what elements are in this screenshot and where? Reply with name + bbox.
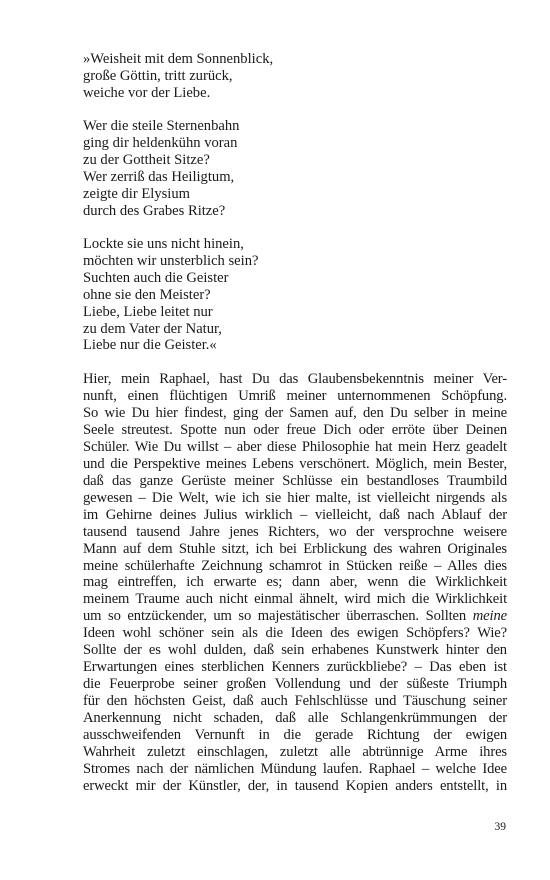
prose-line: und die Perspektive meines Lebens verschönert. Möglich, mein Bester,	[83, 455, 507, 472]
poem-line: möchten wir unsterblich sein?	[83, 253, 259, 270]
poem-stanza-1	[83, 51, 507, 102]
poem-line: Suchten auch die Geister	[83, 269, 229, 286]
poem-stanza-2	[83, 118, 507, 219]
prose-line: Erwartungen eines sterblichen Kenners zurückbliebe? – Das eben ist	[83, 659, 507, 676]
prose-line: Ideen wohl schöner sein als die Ideen des ewigen Schöpfers? Wie?	[83, 625, 507, 642]
prose-line: Sollte der es wohl dulden, daß sein erhabenes Kunstwerk hinter den	[83, 642, 507, 659]
prose-line: ausschweifenden Vernunft in die gerade Richtung der ewigen	[83, 727, 507, 744]
prose-line: Stromes nach der nämlichen Mündung laufen. Raphael – welche Idee	[83, 760, 507, 777]
prose-line: Wahrheit zuletzt einschlagen, zuletzt alle abtrünnige Arme ihres	[83, 744, 507, 760]
poem-line: zu der Gottheit Sitze?	[83, 152, 210, 169]
prose-line: die Feuerprobe seiner großen Vollendung und der süßeste Triumph	[83, 676, 507, 693]
prose-line: erweckt mir der Künstler, der, in tausend Kopien anders entstellt, in	[83, 777, 507, 794]
poem-line: große Göttin, tritt zurück,	[83, 67, 233, 84]
page-number: 39	[494, 821, 506, 833]
poem-line: Liebe, Liebe leitet nur	[83, 303, 213, 320]
poem-line: zeigte dir Elysium	[83, 185, 190, 202]
poem-line: weiche vor der Liebe.	[83, 84, 211, 101]
prose-line: Seele streutest. Spotte nun oder freue Dich oder erröte über Deinen	[83, 421, 507, 438]
prose-line: Mann auf dem Stuhle sitzt, ich bei Erblickung des wahren Originales	[83, 540, 507, 557]
poem-line: Wer zerriß das Heiligtum,	[83, 168, 235, 185]
poem-line: durch des Grabes Ritze?	[83, 202, 226, 219]
prose-line: So wie Du hier findest, ging der Samen auf, den Du selber in meine	[83, 404, 507, 421]
prose-line: meinem Traume auch nicht einmal ähnelt, wird mich die Wirklichkeit	[83, 591, 507, 608]
poem-line: ohne sie den Meister?	[83, 286, 211, 303]
prose-line: nunft, einen flüchtigen Umriß meiner unternommenen Schöpfung.	[83, 387, 507, 404]
emphasis-word: meine	[472, 608, 507, 625]
prose-line: im Gehirne deines Julius wirklich – vielleicht, daß nach Ablauf der	[83, 506, 507, 523]
poem-line: Lockte sie uns nicht hinein,	[83, 236, 244, 253]
poem-line: zu dem Vater der Natur,	[83, 320, 222, 337]
prose-line: meine schülerhafte Zeichnung schamrot in Stücken reiße – Alles dies	[83, 557, 507, 574]
poem-line: Wer die steile Sternenbahn	[83, 118, 240, 135]
page-body	[83, 51, 507, 795]
poem-line: »Weisheit mit dem Sonnenblick,	[83, 51, 274, 67]
prose-line: Hier, mein Raphael, hast Du das Glaubensbekenntnis meiner Ver-	[83, 371, 507, 388]
prose-line: daß das ganze Gerüste meiner Schlüsse ein bestandloses Traumbild	[83, 472, 507, 489]
poem-line: ging dir heldenkühn voran	[83, 135, 238, 152]
prose-line: Schüler. Wie Du willst – aber diese Philosophie hat mein Herz geadelt	[83, 438, 507, 455]
prose-line-part: um so entzückender, um so majestätischer überraschen. Sollten	[83, 608, 473, 625]
prose-line: Anerkennung nicht schaden, daß alle Schlangenkrümmungen der	[83, 710, 507, 727]
prose-line: tausend tausend Jahre jenes Richters, wo der versprochne weisere	[83, 523, 507, 540]
prose-line: gewesen – Die Welt, wie ich sie hier malte, ist vielleicht nirgends als	[83, 489, 507, 506]
poem-line: Liebe nur die Geister.«	[83, 337, 217, 354]
poem-stanza-3	[83, 236, 507, 354]
prose-paragraph	[83, 371, 507, 795]
prose-line: für den höchsten Geist, daß auch Fehlschlüsse und Täuschung seiner	[83, 693, 507, 710]
prose-line: mag eintreffen, ich erwarte es; dann aber, wenn die Wirklichkeit	[83, 574, 507, 591]
prose-line-with-emphasis	[83, 608, 507, 625]
